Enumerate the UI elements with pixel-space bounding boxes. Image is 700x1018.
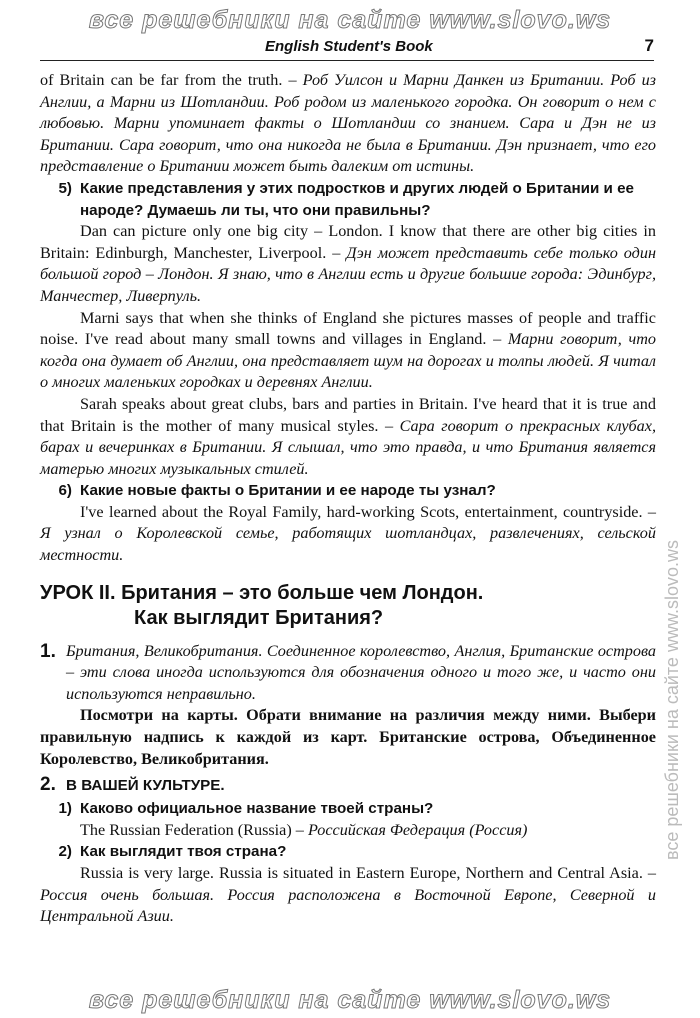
russian-text: Марни говорит, что когда она думает об Англии, она представляет шум на дорогах и толпы людей. Я читал о многих маленьких городках и деревнях Англии. — [40, 330, 656, 392]
answer — [40, 863, 656, 928]
question-1 — [40, 798, 656, 820]
english-text: Dan can picture only one big city – London. I know that there are other big cities in Britain: Edinburgh, Manchester, Liverpool. – — [40, 222, 656, 262]
question-number: 5) — [58, 179, 72, 197]
russian-text: Дэн может представить себе только один большой город – Лондон. Я знаю, что в Англии есть и другие большие города: Эдинбург, Манчестер, Ливерпуль. — [40, 243, 656, 305]
paragraph — [40, 221, 656, 307]
russian-text: Сара говорит о прекрасных клубах, барах и вечеринках в Британии. Я слышал, что это правда, и что Британия является матерью многих музыкальных стилей. — [40, 416, 656, 478]
english-text: The Russian Federation (Russia) – — [80, 820, 304, 839]
question-5 — [40, 178, 656, 221]
russian-text: Россия очень большая. Россия расположена в Восточной Европе, Северной и Центральной Азии. — [40, 885, 656, 926]
russian-text: Роб Уилсон и Марни Данкен из Британии. Роб из Англии, а Марни из Шотландии. Роб родом из маленького городка. Он говорит о нем с любовью. Марни упоминает факты о Шотландии со знанием. Сара и Дэн не из Британии. Сара говорит, что она никогда не была в Британии. Дэн признает, что его представление о Британии может быть далеким от истины. — [40, 71, 656, 176]
russian-text: Российская Федерация (Россия) — [303, 820, 528, 839]
watermark-top: все решебники на сайте www.slovo.ws — [88, 6, 612, 34]
answer — [40, 820, 656, 842]
lesson-title-line-2: Как выглядит Британия? — [134, 606, 384, 629]
question-2 — [40, 841, 656, 863]
watermark-side: все решебники на сайте www.slovo.ws — [662, 540, 682, 860]
question-number: 1) — [58, 800, 72, 818]
task-instruction: Посмотри на карты. Обрати внимание на различия между ними. Выбери правильную надпись к каждой из карт. Британские острова, Объединенное Королевство, Великобритания. — [40, 706, 656, 768]
paragraph — [40, 308, 656, 394]
page-header — [40, 38, 654, 61]
english-text: Russia is very large. Russia is situated in Eastern Europe, Northern and Central Asia. – — [80, 864, 656, 882]
lesson-heading — [40, 581, 656, 631]
english-text: of Britain can be far from the truth. – — [40, 71, 297, 89]
task-2 — [40, 774, 656, 798]
paragraph — [40, 502, 656, 567]
lesson-title-line-1: УРОК II. Британия – это больше чем Лондон. — [40, 581, 484, 604]
question-number: 6) — [58, 482, 72, 500]
question-text: Каково официальное название твоей страны? — [80, 800, 434, 818]
task-title: В ВАШЕЙ КУЛЬТУРЕ. — [66, 777, 225, 795]
question-text: Как выглядит твоя страна? — [80, 843, 287, 861]
watermark-bottom: все решебники на сайте www.slovo.ws — [88, 986, 612, 1014]
task-number: 1. — [40, 640, 56, 662]
question-text: Какие новые факты о Британии и ее народе ты узнал? — [80, 482, 496, 500]
paragraph — [40, 70, 656, 178]
english-text: Sarah speaks about great clubs, bars and parties in Britain. I've heard that it is true and that Britain is the mother of many musical styles. – — [40, 394, 656, 435]
question-6 — [40, 480, 656, 502]
english-text: I've learned about the Royal Family, hard-working Scots, entertainment, countryside. – — [80, 502, 656, 521]
question-text: Какие представления у этих подростков и других людей о Британии и ее народе? Думаешь ли ты, что они правильны? — [80, 179, 634, 219]
paragraph — [40, 394, 656, 480]
english-text: Marni says that when she thinks of England she pictures masses of people and traffic noise. I've read about many small towns and villages in England. – — [40, 308, 656, 349]
russian-text: Британия, Великобритания. Соединенное королевство, Англия, Британские острова – эти слова иногда используются для обозначения одного и того же, и часто они используются неправильно. — [66, 641, 656, 703]
question-number: 2) — [58, 843, 72, 861]
page-number: 7 — [644, 36, 654, 55]
task-1 — [40, 641, 656, 706]
russian-text: Я узнал о Королевской семье, работящих шотландцах, развлечениях, сельской местности. — [40, 524, 656, 565]
page-content — [40, 70, 656, 928]
book-title: English Student's Book — [265, 38, 433, 55]
task-number: 2. — [40, 774, 56, 796]
